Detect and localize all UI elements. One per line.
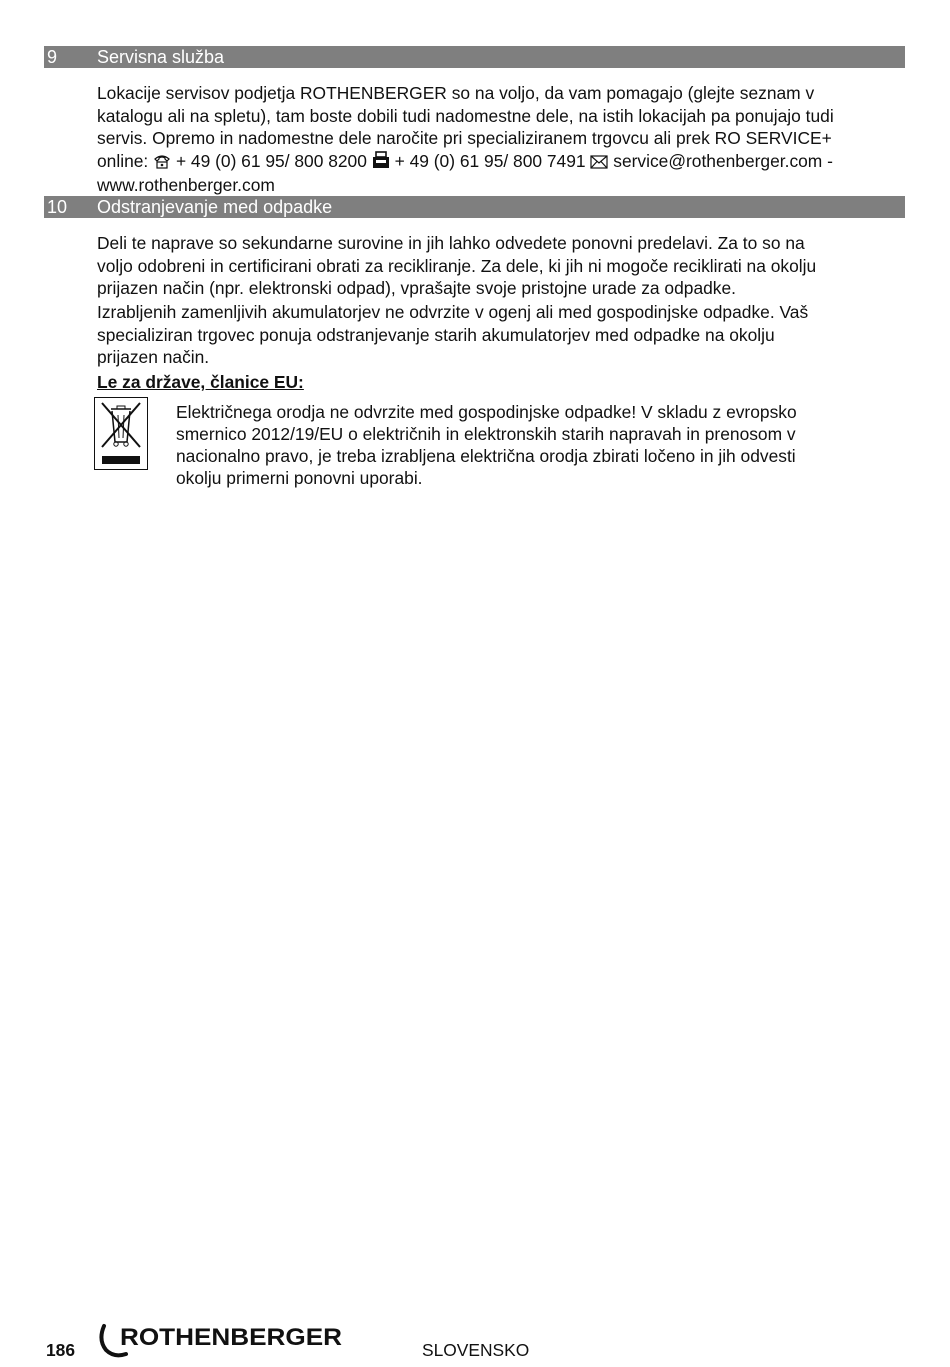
section-number: 9 bbox=[47, 47, 58, 67]
fax-number: + 49 (0) 61 95/ 800 7491 bbox=[394, 150, 586, 171]
disposal-paragraph-1 bbox=[97, 232, 905, 300]
text-line: okolju primerni ponovni uporabi. bbox=[176, 468, 423, 488]
eu-heading: Le za države, članice EU: bbox=[97, 372, 304, 392]
section-number: 10 bbox=[47, 197, 68, 217]
brand-wordmark: ROTHENBERGER bbox=[120, 1324, 342, 1351]
text-line: servis. Opremo in nadomestne dele naročite pri specializiranem trgovcu ali prek RO SERVICE+ bbox=[97, 128, 832, 148]
text-line: nacionalno pravo, je treba izrabljena električna orodja zbirati ločeno in jih odvesti bbox=[176, 446, 796, 466]
page-number: 186 bbox=[46, 1340, 76, 1360]
fax-icon bbox=[372, 151, 390, 175]
text-line: voljo odobreni in certificirani obrati za recikliranje. Za dele, ki jih ni mogoče reciklirati na okolju bbox=[97, 255, 817, 276]
text-line: Izrabljenih zamenljivih akumulatorjev ne odvrzite v ogenj ali med gospodinjske odpadke. Vaš bbox=[97, 302, 809, 322]
section-10-header bbox=[44, 196, 905, 218]
section-title: Odstranjevanje med odpadke bbox=[97, 197, 333, 217]
text-line: prijazen način. bbox=[97, 347, 210, 367]
phone-icon bbox=[153, 152, 171, 175]
contact-line bbox=[97, 150, 905, 175]
envelope-icon bbox=[590, 152, 608, 175]
text-line: Deli te naprave so sekundarne surovine in jih lahko odvedete ponovni predelavi. Za to so na bbox=[97, 233, 805, 253]
crossed-out-bin-icon bbox=[94, 397, 148, 470]
text-line: specializiran trgovec ponuja odstranjevanje starih akumulatorjev med odpadke na okolju bbox=[97, 324, 775, 345]
email-address[interactable]: service@rothenberger.com - bbox=[613, 150, 833, 171]
language-label: SLOVENSKO bbox=[422, 1340, 530, 1360]
weee-paragraph bbox=[176, 401, 906, 489]
text-line: prijazen način (npr. elektronski odpad), vprašajte svoje pristojne urade za odpadke. bbox=[97, 278, 736, 298]
rothenberger-logo bbox=[96, 1322, 346, 1362]
text-line: Lokacije servisov podjetja ROTHENBERGER so na voljo, da vam pomagajo (glejte seznam v bbox=[97, 83, 815, 103]
website-link[interactable]: www.rothenberger.com bbox=[97, 175, 275, 195]
service-paragraph bbox=[97, 82, 905, 197]
phone-number: + 49 (0) 61 95/ 800 8200 bbox=[175, 150, 367, 171]
text-line: Električnega orodja ne odvrzite med gospodinjske odpadke! V skladu z evropsko bbox=[176, 402, 797, 422]
text-line: katalogu ali na spletu), tam boste dobili tudi nadomestne dele, na istih lokacijah pa ponujajo tudi bbox=[97, 105, 834, 126]
text-line: smernico 2012/19/EU o električnih in elektronskih starih napravah in prenosom v bbox=[176, 424, 796, 444]
section-9-header bbox=[44, 46, 905, 68]
online-label: online: bbox=[97, 150, 149, 171]
section-title: Servisna služba bbox=[97, 47, 225, 67]
disposal-paragraph-2 bbox=[97, 301, 905, 369]
